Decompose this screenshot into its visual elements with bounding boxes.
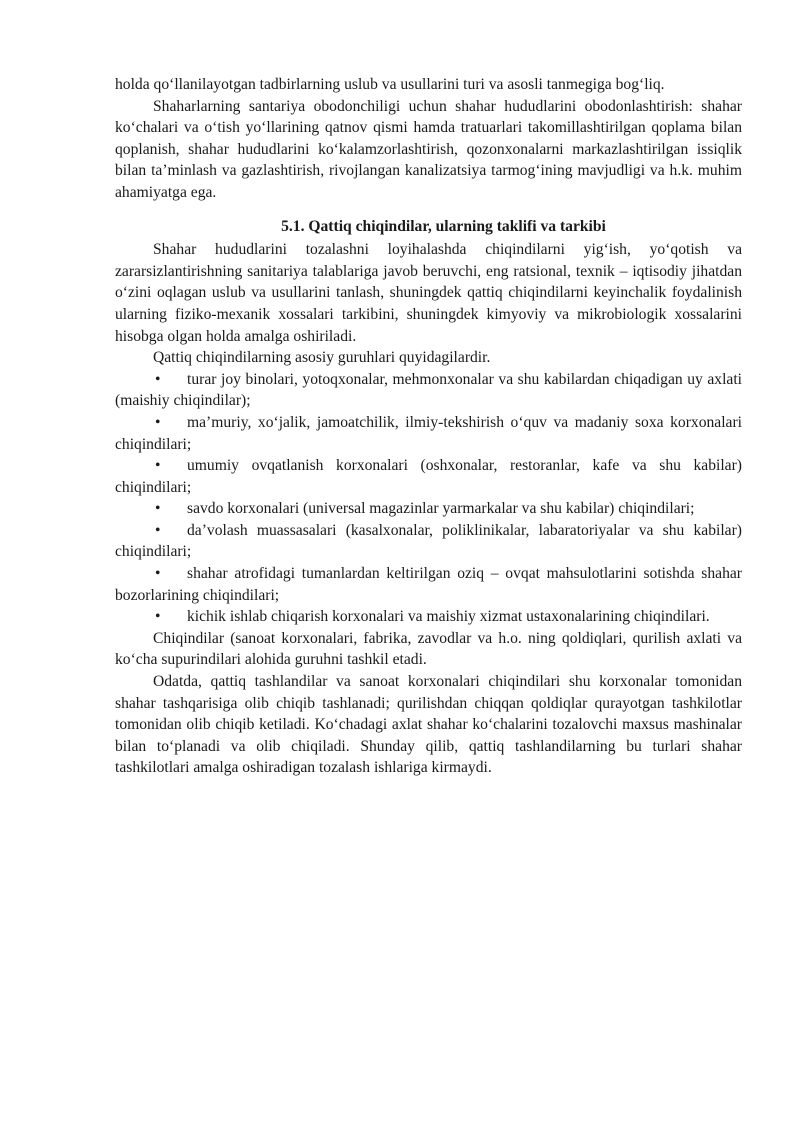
bullet-icon: • bbox=[155, 370, 161, 388]
bullet-icon: • bbox=[155, 457, 161, 475]
paragraph-sanitary-improvement: Shaharlarning santariya obodonchiligi uchun shahar hududlarini obodonlashtirish: shahar ko‘chalari va o‘tish yo‘llarining qatnov qismi hamda tratuarlari takomillashtirilgan qoplama bilan qoplanish, shahar hududlarini ko‘kalamzorlashtirish, qozonxonalarni markazlashtirilgan issiqlik bilan ta’minlash va gazlashtirish, rivojlangan kanalizatsiya tarmog‘ining mavjudligi va h.k. muhim ahamiyatga ega. bbox=[115, 97, 742, 201]
list-item bbox=[115, 520, 742, 563]
paragraph-separate-group: Chiqindilar (sanoat korxonalari, fabrika, zavodlar va h.o. ning qoldiqlari, qurilish axlati va ko‘cha supurindilari alohida guruhni tashkil etadi. bbox=[115, 629, 742, 669]
list-item bbox=[115, 563, 742, 606]
list-item-text: ma’muriy, xo‘jalik, jamoatchilik, ilmiy-tekshirish o‘quv va madaniy soxa korxonalari chiqindilari; bbox=[115, 413, 742, 453]
paragraph-removal: Odatda, qattiq tashlandilar va sanoat korxonalari chiqindilari shu korxonalar tomonidan shahar tashqarisiga olib chiqib tashlanadi; qurilishdan chiqqan qoldiqlar qurayotgan tashkilotlar tomonidan olib chiqib ketiladi. Ko‘chadagi axlat shahar ko‘chalarini tozalovchi maxsus mashinalar bilan to‘planadi va olib chiqiladi. Shunday qilib, qattiq tashlandilarning bu turlari shahar tashkilotlari amalga oshiradigan tozalash ishlariga kirmaydi. bbox=[115, 673, 742, 777]
list-item-text: shahar atrofidagi tumanlardan keltirilgan oziq – ovqat mahsulotlarini sotishda shahar bozorlarining chiqindilari; bbox=[115, 565, 742, 604]
bullet-list bbox=[115, 369, 742, 628]
paragraph-continuation: holda qo‘llanilayotgan tadbirlarning uslub va usullarini turi va asosli tanmegiga bog‘liq. bbox=[115, 76, 665, 93]
list-item bbox=[115, 606, 742, 628]
list-item-text: savdo korxonalari (universal magazinlar yarmarkalar va shu kabilar) chiqindilari; bbox=[187, 500, 695, 518]
list-item-text: kichik ishlab chiqarish korxonalari va maishiy xizmat ustaxonalarining chiqindilari. bbox=[187, 608, 710, 626]
bullet-icon: • bbox=[155, 521, 161, 539]
bullet-icon: • bbox=[155, 565, 161, 583]
list-item bbox=[115, 498, 742, 520]
bullet-icon: • bbox=[155, 413, 161, 431]
document-page bbox=[115, 74, 742, 779]
list-item bbox=[115, 412, 742, 455]
list-item-text: umumiy ovqatlanish korxonalari (oshxonalar, restoranlar, kafe va shu kabilar) chiqindilari; bbox=[115, 457, 742, 496]
paragraph-groups-lead: Qattiq chiqindilarning asosiy guruhlari quyidagilardir. bbox=[153, 349, 491, 367]
list-item-text: da’volash muassasalari (kasalxonalar, poliklinikalar, labaratoriyalar va shu kabilar) chiqindilari; bbox=[115, 521, 742, 561]
list-item bbox=[115, 455, 742, 498]
section-heading: 5.1. Qattiq chiqindilar, ularning taklifi va tarkibi bbox=[281, 217, 606, 235]
paragraph-intro: Shahar hududlarini tozalashni loyihalashda chiqindilarni yig‘ish, yo‘qotish va zararsizlantirishning sanitariya talablariga javob beruvchi, eng ratsional, texnik – iqtisodiy jihatdan o‘zini oqlagan uslub va usullarini tanlash, shuningdek qattiq chiqindilarni keyinchalik foydalinish ularning fiziko-mexanik xossalari tarkibini, shuningdek kimyoviy va mikrobiologik xossalarini hisobga olgan holda amalga oshiriladi. bbox=[115, 241, 742, 345]
bullet-icon: • bbox=[155, 500, 161, 518]
list-item bbox=[115, 369, 742, 412]
bullet-icon: • bbox=[155, 608, 161, 626]
list-item-text: turar joy binolari, yotoqxonalar, mehmonxonalar va shu kabilardan chiqadigan uy axlati (maishiy chiqindilar); bbox=[115, 370, 742, 410]
